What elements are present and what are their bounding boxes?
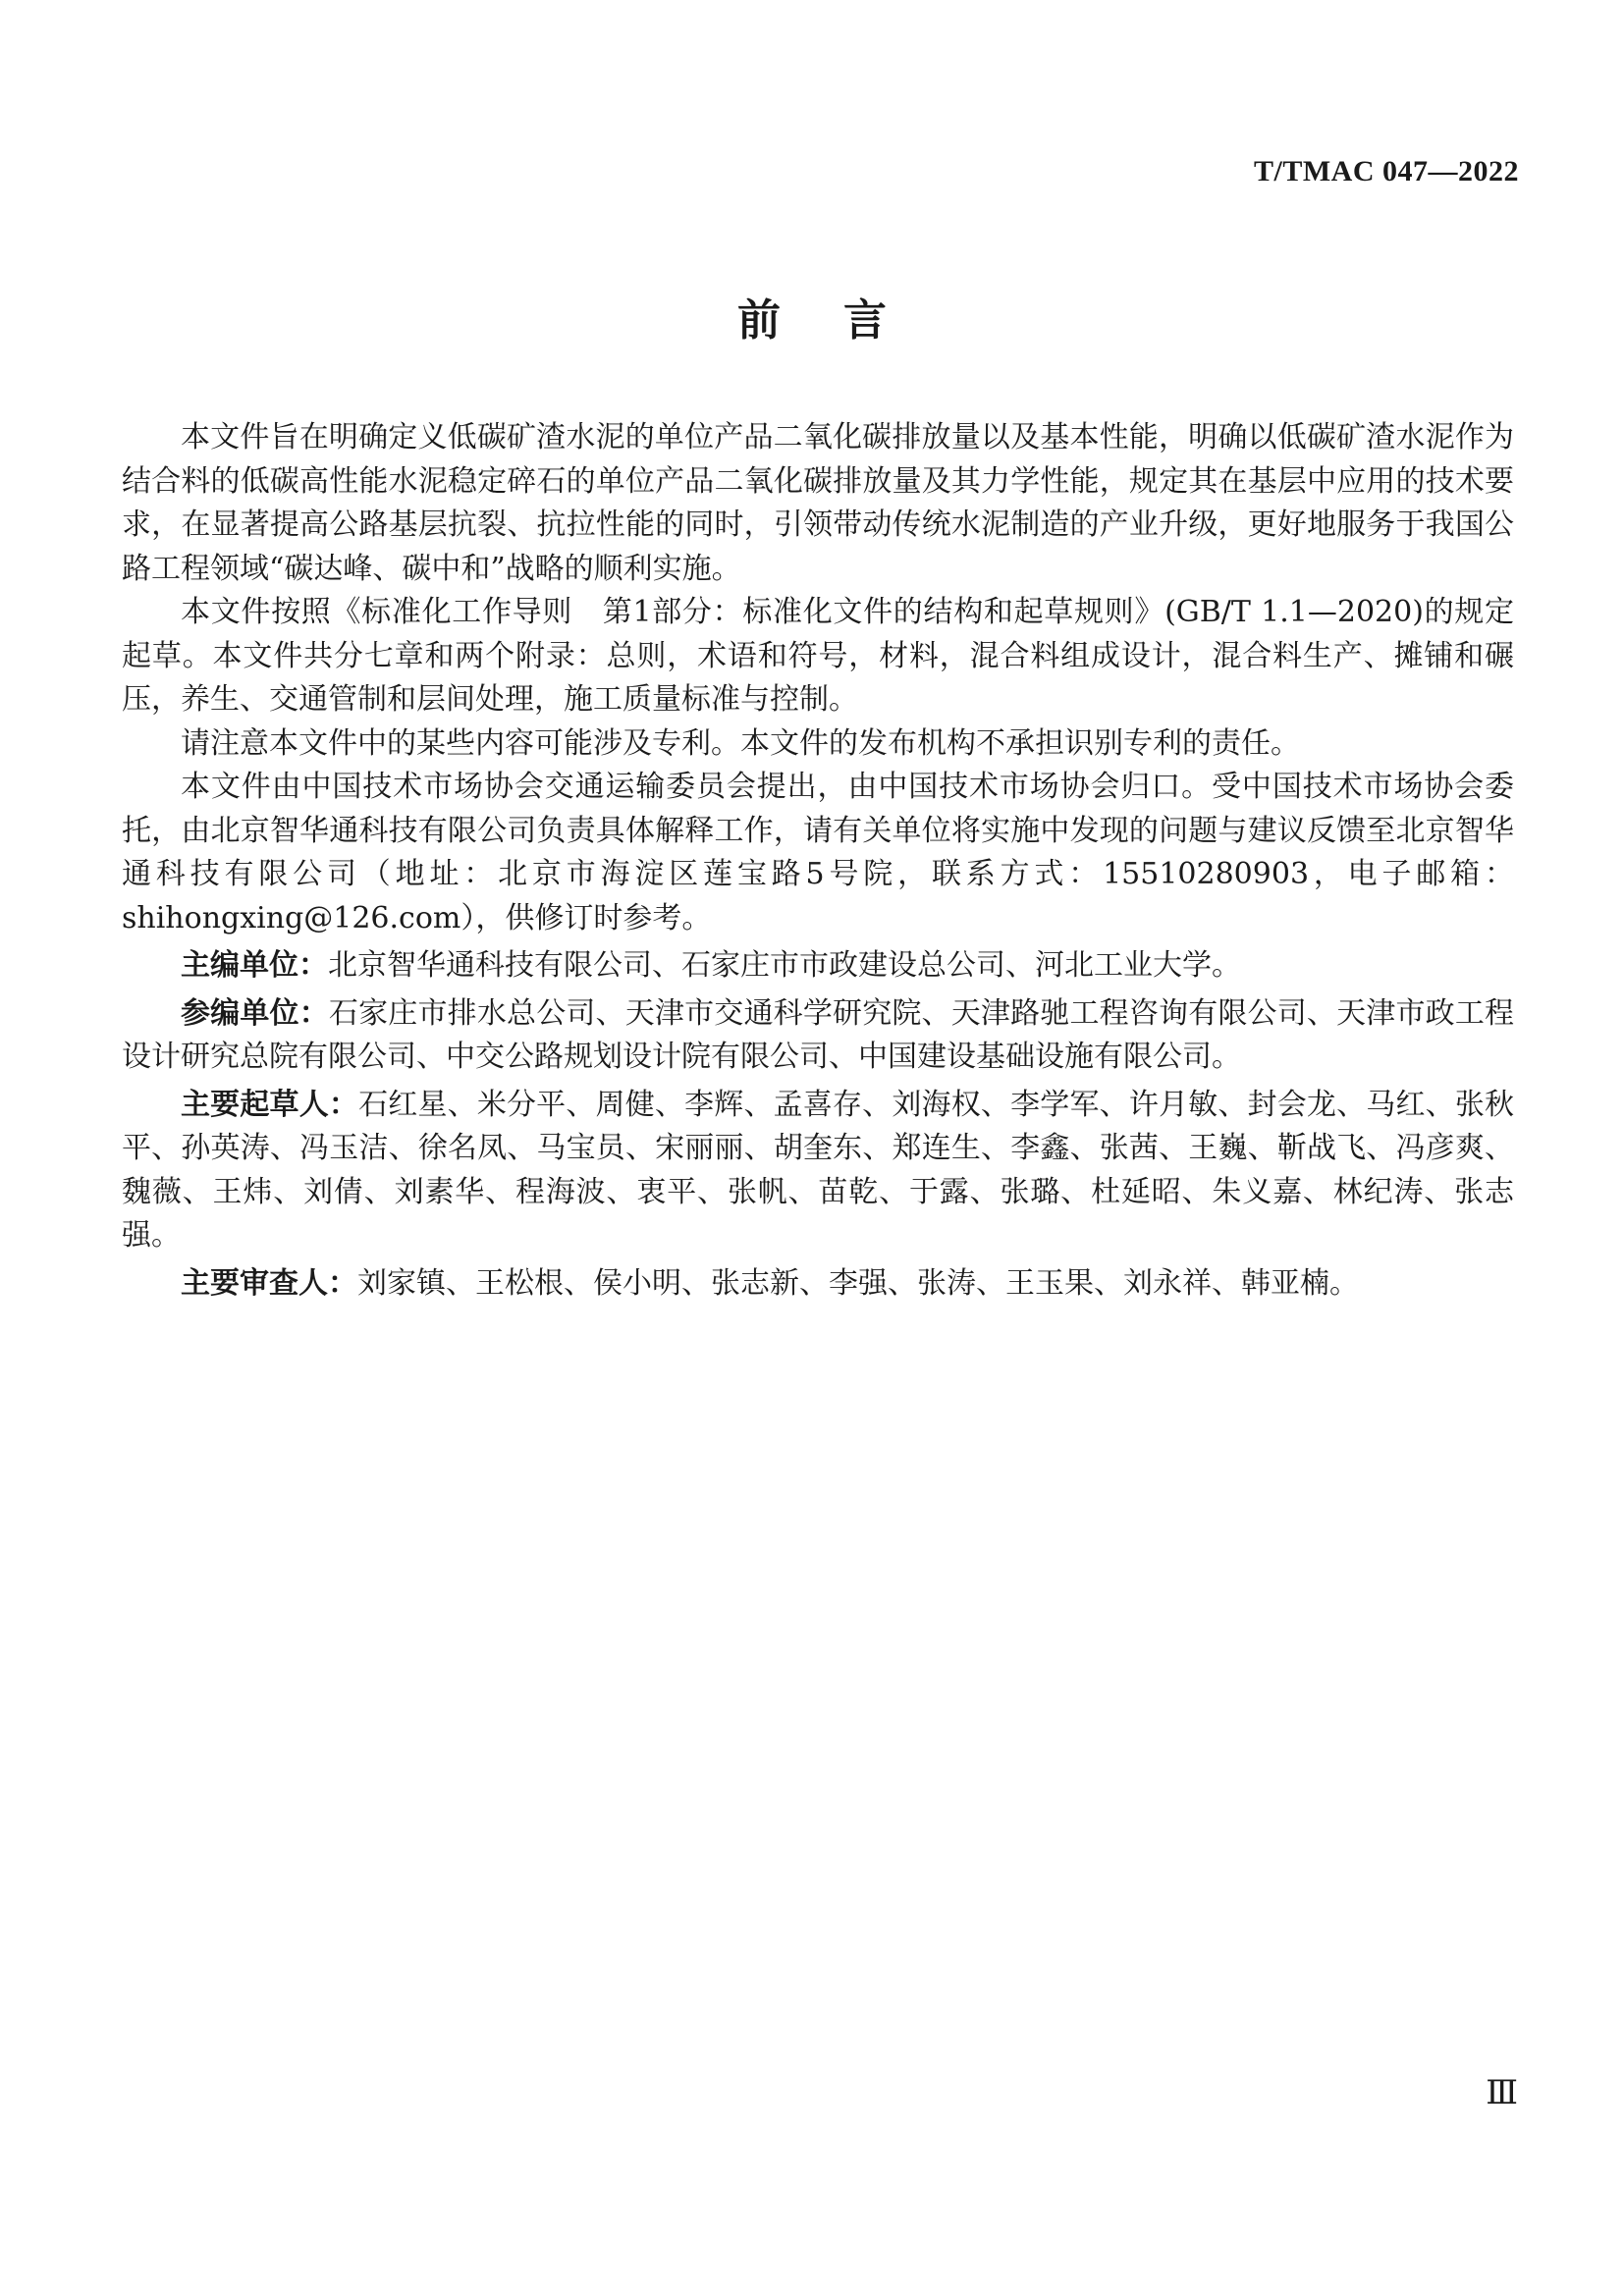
foreword-body — [122, 416, 1514, 1306]
main-reviewers — [122, 1262, 1514, 1307]
chief-editor-value: 北京智华通科技有限公司、石家庄市市政建设总公司、河北工业大学。 — [328, 948, 1241, 983]
reviewers-label: 主要审查人： — [181, 1265, 357, 1301]
standard-code: T/TMAC 047—2022 — [1254, 155, 1519, 187]
page-title: 前言 — [737, 295, 949, 346]
paragraph-drafting-rules: 本文件按照《标准化工作导则 第1部分：标准化文件的结构和起草规则》(GB/T 1.1—2020)的规定起草。本文件共分七章和两个附录：总则，术语和符号，材料，混合料组成设计，混合料生产、摊铺和碾压，养生、交通管制和层间处理，施工质量标准与控制。 — [122, 595, 1514, 717]
chief-editor-label: 主编单位： — [181, 948, 328, 983]
co-editor-label: 参编单位： — [181, 995, 329, 1031]
drafters-value: 石红星、米分平、周健、李辉、孟喜存、刘海权、李学军、许月敏、封会龙、马红、张秋平、孙英涛、冯玉洁、徐名凤、马宝员、宋丽丽、胡奎东、郑连生、李鑫、张茜、王巍、靳战飞、冯彦爽、魏薇、王炜、刘倩、刘素华、程海波、衷平、张帆、苗乾、于露、张璐、杜延昭、朱义嘉、林纪涛、张志强。 — [122, 1087, 1515, 1253]
paragraph-proposer: 本文件由中国技术市场协会交通运输委员会提出，由中国技术市场协会归口。受中国技术市场协会委托，由北京智华通科技有限公司负责具体解释工作，请有关单位将实施中发现的问题与建议反馈至北京智华通科技有限公司（地址：北京市海淀区莲宝路5号院，联系方式：15510280903，电子邮箱：shihongxing@126.com），供修订时参考。 — [122, 770, 1514, 935]
reviewers-value: 刘家镇、王松根、侯小明、张志新、李强、张涛、王玉果、刘永祥、韩亚楠。 — [357, 1265, 1359, 1301]
co-editor-units — [122, 992, 1514, 1080]
drafters-label: 主要起草人： — [181, 1087, 359, 1122]
co-editor-value: 石家庄市排水总公司、天津市交通科学研究院、天津路驰工程咨询有限公司、天津市政工程设计研究总院有限公司、中交公路规划设计院有限公司、中国建设基础设施有限公司。 — [122, 995, 1515, 1074]
page-number: Ⅲ — [1486, 2075, 1518, 2111]
main-drafters — [122, 1084, 1514, 1258]
paragraph-purpose: 本文件旨在明确定义低碳矿渣水泥的单位产品二氧化碳排放量以及基本性能，明确以低碳矿渣水泥作为结合料的低碳高性能水泥稳定碎石的单位产品二氧化碳排放量及其力学性能，规定其在基层中应用的技术要求，在显著提高公路基层抗裂、抗拉性能的同时，引领带动传统水泥制造的产业升级，更好地服务于我国公路工程领域“碳达峰、碳中和”战略的顺利实施。 — [122, 420, 1514, 586]
paragraph-patent-notice: 请注意本文件中的某些内容可能涉及专利。本文件的发布机构不承担识别专利的责任。 — [181, 725, 1300, 761]
chief-editor-units — [122, 944, 1514, 988]
